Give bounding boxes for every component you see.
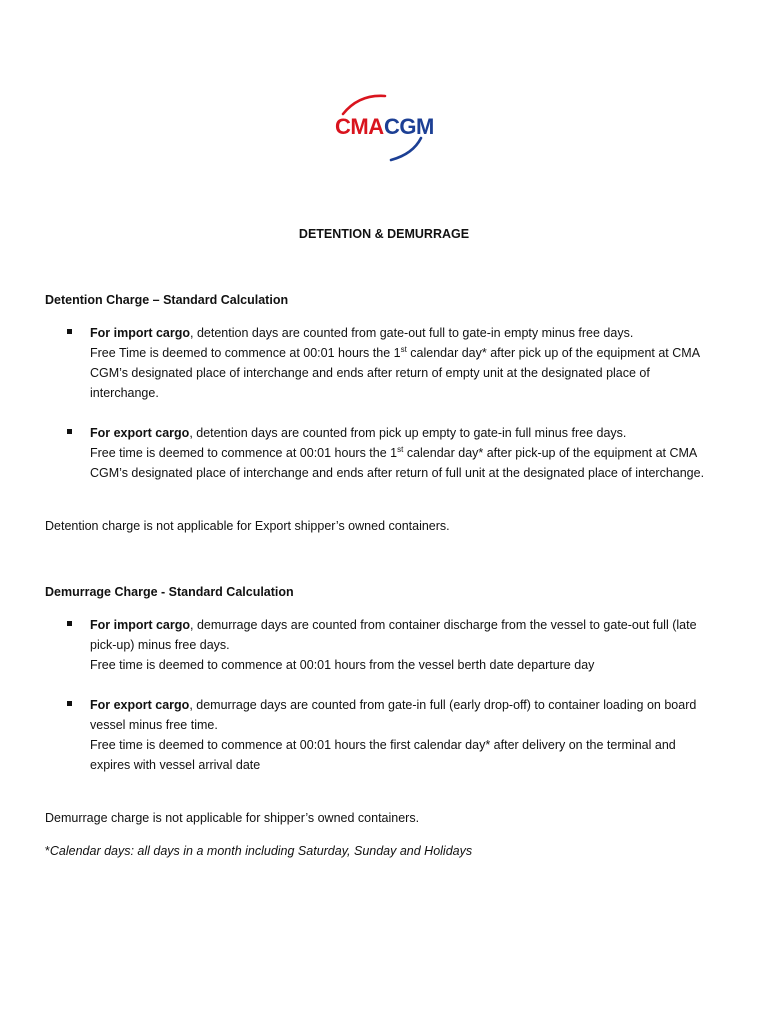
footnote-text: Calendar days: all days in a month including Saturday, Sunday and Holidays xyxy=(49,844,473,858)
bullet-line: CGM’s designated place of interchange and ends after return of full unit at the designated place of interchange. xyxy=(90,466,705,480)
demurrage-note: Demurrage charge is not applicable for shipper’s owned containers. xyxy=(45,811,420,825)
svg-text:CMA: CMA xyxy=(335,114,384,139)
superscript: st xyxy=(397,444,404,454)
bullet-lead: For export cargo xyxy=(90,426,190,440)
bullet-line: expires with vessel arrival date xyxy=(90,758,261,772)
bullet-line: pick-up) minus free days. xyxy=(90,638,230,652)
bullet-line: Free time is deemed to commence at 00:01 hours the first calendar day* after delivery on the terminal and xyxy=(90,738,676,752)
bullet-text: , demurrage days are counted from container discharge from the vessel to gate-out full (late xyxy=(190,618,697,632)
bullet-lead: For import cargo xyxy=(90,618,191,632)
bullet-square-icon xyxy=(67,429,72,434)
detention-import-bullet xyxy=(90,323,730,403)
demurrage-heading: Demurrage Charge - Standard Calculation xyxy=(45,585,294,599)
svg-text:CGM: CGM xyxy=(384,114,434,139)
superscript: st xyxy=(400,344,407,354)
detention-export-bullet xyxy=(90,423,730,483)
footnote-star: * xyxy=(45,844,50,858)
calendar-days-footnote xyxy=(45,843,735,859)
bullet-square-icon xyxy=(67,621,72,626)
bullet-lead: For import cargo xyxy=(90,326,191,340)
bullet-text: , demurrage days are counted from gate-in full (early drop-off) to container loading on board xyxy=(189,698,697,712)
bullet-line: Free Time is deemed to commence at 00:01 hours the 1 xyxy=(90,346,401,360)
bullet-square-icon xyxy=(67,329,72,334)
bullet-line: interchange. xyxy=(90,386,159,400)
document-title: DETENTION & DEMURRAGE xyxy=(298,227,470,241)
bullet-text: , detention days are counted from gate-out full to gate-in empty minus free days. xyxy=(190,326,634,340)
cma-cgm-logo-icon xyxy=(329,92,439,164)
bullet-line: CGM’s designated place of interchange and ends after return of empty unit at the designated place of xyxy=(90,366,650,380)
detention-note: Detention charge is not applicable for Export shipper’s owned containers. xyxy=(45,519,450,533)
bullet-square-icon xyxy=(67,701,72,706)
bullet-line: Free time is deemed to commence at 00:01 hours the 1 xyxy=(90,446,398,460)
bullet-line: Free time is deemed to commence at 00:01 hours from the vessel berth date departure day xyxy=(90,658,595,672)
bullet-line: calendar day* after pick up of the equipment at CMA xyxy=(406,346,701,360)
detention-heading: Detention Charge – Standard Calculation xyxy=(45,293,289,307)
bullet-line: calendar day* after pick-up of the equipment at CMA xyxy=(403,446,698,460)
demurrage-import-bullet xyxy=(90,615,730,675)
demurrage-export-bullet xyxy=(90,695,730,775)
bullet-line: vessel minus free time. xyxy=(90,718,218,732)
bullet-text: , detention days are counted from pick up empty to gate-in full minus free days. xyxy=(189,426,627,440)
bullet-lead: For export cargo xyxy=(90,698,190,712)
cma-cgm-logo xyxy=(329,92,439,164)
